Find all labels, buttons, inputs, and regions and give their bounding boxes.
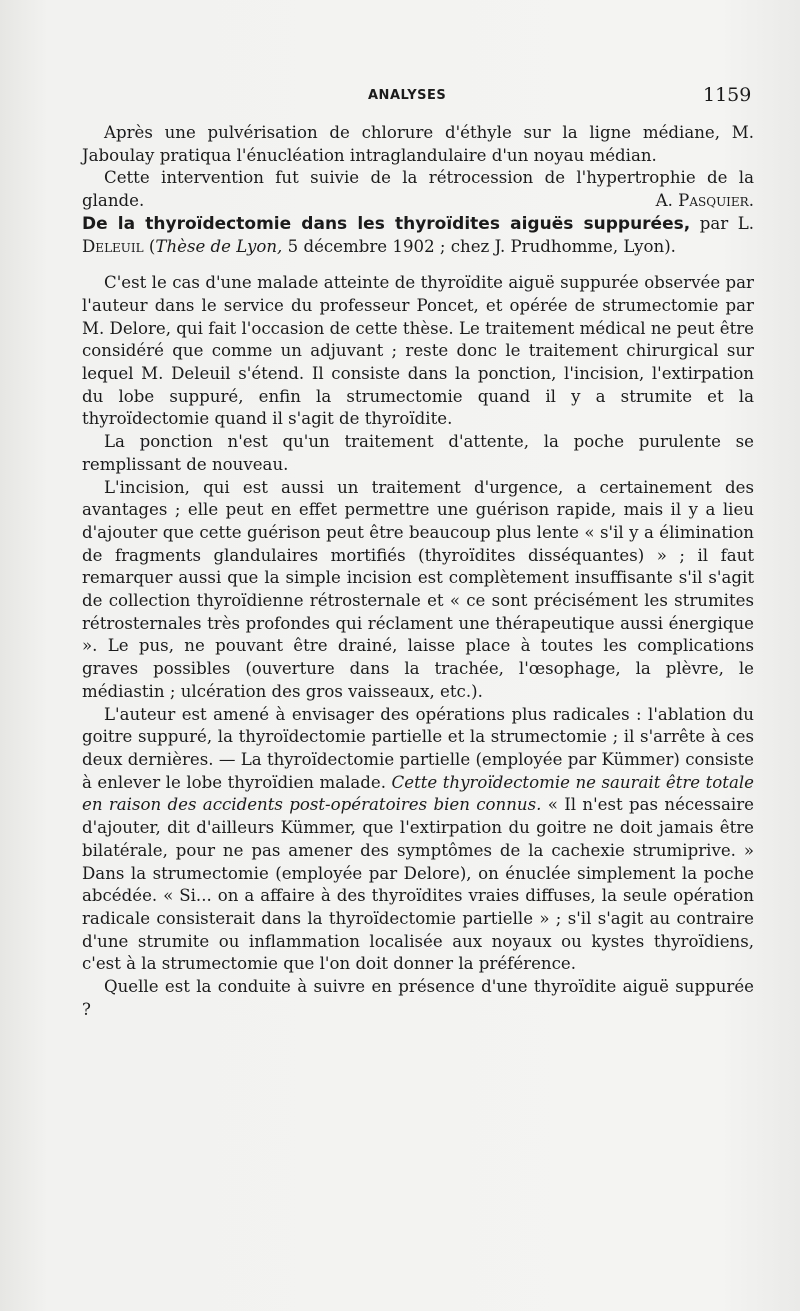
- article-heading: [82, 213, 754, 258]
- paragraph: Après une pulvérisation de chlorure d'éthyle sur la ligne médiane, M. Jaboulay pratiqua l'énucléation intraglandulaire d'un noyau médian.: [82, 123, 754, 165]
- page-body: [82, 122, 754, 1021]
- page-number: 1159: [703, 84, 752, 106]
- running-head: ANALYSES: [368, 88, 447, 103]
- paragraph-text: Cette intervention fut suivie de la rétrocession de l'hypertrophie de la glande.: [82, 168, 754, 211]
- paragraph-text: « Il n'est pas nécessaire d'ajouter, dit d'ailleurs Kümmer, que l'extirpation du goitre ne doit jamais être bilatérale, pour ne pas amener des symptômes de la cachexie strumiprive. » Dans la strumectomie (employée par Delore), on énuclée simplement la poche abcédée. « Si... on a affaire à des thyroïdites vraies diffuses, la seule opération radicale consisterait dans la thyroïdectomie partielle » ; s'il s'agit au contraire d'une strumite ou inflammation localisée aux noyaux ou kystes thyroïdiens, c'est à la strumectomie que l'on doit donner la préférence.: [82, 795, 754, 974]
- paragraph: Quelle est la conduite à suivre en présence d'une thyroïdite aiguë suppurée ?: [82, 977, 754, 1019]
- paragraph: [82, 704, 754, 976]
- paragraph-text: L'auteur est amené à envisager des opérations plus radicales : l'ablation du goitre suppuré, la thyroïdectomie partielle et la strumectomie ; il s'arrête à ces deux dernières. — La thyroïdectomie partielle (employée par Kümmer) consiste à enlever le lobe thyroïdien malade.: [82, 704, 754, 792]
- paragraph: [82, 167, 754, 212]
- article-details: 5 décembre 1902 ; chez J. Prudhomme, Lyon).: [282, 236, 676, 256]
- article-paren: (: [143, 236, 156, 256]
- author-signature: A. Pasquier.: [655, 191, 754, 211]
- paragraph: C'est le cas d'une malade atteinte de thyroïdite aiguë suppurée observée par l'auteur dans le service du professeur Poncet, et opérée de strumectomie par M. Delore, qui fait l'occasion de cette thèse. Le traitement médical ne peut être considéré que comme un adjuvant ; reste donc le traitement chirurgical sur lequel M. Deleuil s'étend. Il consiste dans la ponction, l'incision, l'extirpation du lobe suppuré, enfin la strumectomie quand il y a strumite et la thyroïdectomie quand il s'agit de thyroïdite.: [82, 273, 754, 429]
- article-title: De la thyroïdectomie dans les thyroïdites aiguës suppurées,: [82, 213, 691, 234]
- article-by: par L.: [690, 213, 754, 233]
- paragraph: L'incision, qui est aussi un traitement d'urgence, a certainement des avantages ; elle peut en effet permettre une guérison rapide, mais il y a lieu d'ajouter que cette guérison peut être beaucoup plus lente « s'il y a élimination de fragments glandulaires mortifiés (thyroïdites disséquantes) » ; il faut remarquer aussi que la simple incision est complètement insuffisante s'il s'agit de collection thyroïdienne rétrosternale et « ce sont précisément les strumites rétrosternales très profondes qui réclament une thérapeutique aussi énergique ». Le pus, ne pouvant être drainé, laisse place à toutes les complications graves possibles (ouverture dans la trachée, l'œsophage, la plèvre, le médiastin ; ulcération des gros vaisseaux, etc.).: [82, 477, 754, 701]
- italic-statement: Cette thyroïdectomie ne saurait être totale en raison des accidents post-opératoires bien connus.: [82, 772, 754, 815]
- article-source: Thèse de Lyon,: [155, 236, 283, 256]
- page-header: [0, 84, 800, 110]
- paragraph: La ponction n'est qu'un traitement d'attente, la poche purulente se remplissant de nouveau.: [82, 432, 754, 474]
- article-author: Deleuil: [82, 236, 144, 256]
